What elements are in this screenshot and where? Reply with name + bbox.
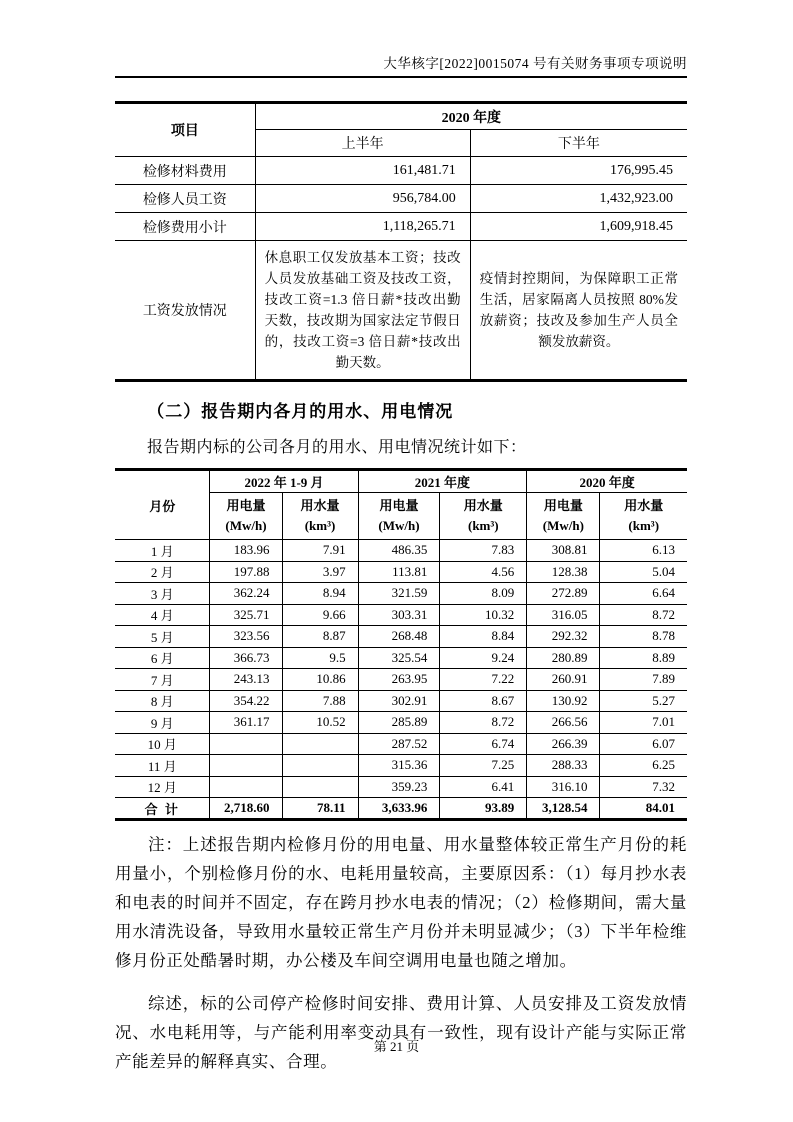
value-cell: 3.97 xyxy=(282,561,358,583)
col-header-first-half: 上半年 xyxy=(255,130,470,157)
value-cell: 7.83 xyxy=(440,540,527,562)
electricity-label: 用电量 xyxy=(379,498,419,513)
electricity-unit: (Mw/h) xyxy=(378,518,420,533)
total-value-cell: 2,718.60 xyxy=(210,798,282,820)
value-cell: 325.54 xyxy=(358,647,440,669)
col-header-water xyxy=(440,493,527,540)
value-cell xyxy=(210,733,282,755)
value-cell: 260.91 xyxy=(527,669,600,691)
table-row xyxy=(115,561,687,583)
total-value-cell: 84.01 xyxy=(600,798,687,820)
value-cell: 1,118,265.71 xyxy=(255,213,470,241)
value-cell: 292.32 xyxy=(527,626,600,648)
month-cell: 4 月 xyxy=(115,604,210,626)
value-cell: 321.59 xyxy=(358,583,440,605)
table-row-wage-policy xyxy=(115,241,687,381)
value-cell: 302.91 xyxy=(358,690,440,712)
value-cell: 4.56 xyxy=(440,561,527,583)
col-group-2020: 2020 年度 xyxy=(527,470,687,493)
electricity-label: 用电量 xyxy=(543,498,583,513)
total-value-cell: 3,128.54 xyxy=(527,798,600,820)
value-cell: 8.89 xyxy=(600,647,687,669)
value-cell: 161,481.71 xyxy=(255,157,470,185)
table-row xyxy=(115,733,687,755)
col-header-water xyxy=(282,493,358,540)
col-header-month: 月份 xyxy=(115,470,210,540)
row-label: 检修材料费用 xyxy=(115,157,255,185)
value-cell: 8.94 xyxy=(282,583,358,605)
value-cell: 486.35 xyxy=(358,540,440,562)
col-header-item: 项目 xyxy=(115,103,255,157)
table-row xyxy=(115,604,687,626)
value-cell: 10.52 xyxy=(282,712,358,734)
value-cell: 8.84 xyxy=(440,626,527,648)
month-cell: 8 月 xyxy=(115,690,210,712)
col-group-2021: 2021 年度 xyxy=(358,470,527,493)
water-label: 用水量 xyxy=(624,498,664,513)
value-cell: 10.32 xyxy=(440,604,527,626)
row-label: 检修费用小计 xyxy=(115,213,255,241)
value-cell: 1,609,918.45 xyxy=(470,213,687,241)
summary-paragraph: 综述，标的公司停产检修时间安排、费用计算、人员安排及工资发放情况、水电耗用等，与产能利用率变动具有一致性，现有设计产能与实际正常产能差异的解释真实、合理。 xyxy=(115,994,687,1071)
note-paragraph: 注：上述报告期内检修月份的用电量、用水量整体较正常生产月份的耗用量小，个别检修月份的水、电耗用量较高，主要原因系：（1）每月抄水表和电表的时间并不固定，存在跨月抄水电表的情况；（2）检修期间，需大量用水清洗设备，导致用水量较正常生产月份并未明显减少；（3）下半年检维修月份正处酷暑时期，办公楼及车间空调用电量也随之增加。 xyxy=(115,835,687,970)
value-cell: 316.05 xyxy=(527,604,600,626)
month-cell: 12 月 xyxy=(115,776,210,798)
value-cell: 176,995.45 xyxy=(470,157,687,185)
value-cell: 8.78 xyxy=(600,626,687,648)
table-row xyxy=(115,647,687,669)
value-cell: 266.56 xyxy=(527,712,600,734)
value-cell xyxy=(210,776,282,798)
month-cell: 6 月 xyxy=(115,647,210,669)
value-cell: 9.66 xyxy=(282,604,358,626)
col-group-2022: 2022 年 1-9 月 xyxy=(210,470,358,493)
wage-policy-cell: 疫情封控期间，为保障职工正常生活，居家隔离人员按照 80%发放薪资；技改及参加生产人员全额发放薪资。 xyxy=(470,241,687,381)
value-cell: 9.24 xyxy=(440,647,527,669)
water-unit: (km³) xyxy=(304,518,336,533)
table-row xyxy=(115,103,687,130)
value-cell: 8.72 xyxy=(440,712,527,734)
table-row xyxy=(115,213,687,241)
value-cell: 9.5 xyxy=(282,647,358,669)
col-header-electricity xyxy=(210,493,282,540)
wage-policy-cell: 休息职工仅发放基本工资；技改人员发放基础工资及技改工资，技改工资=1.3 倍日薪*技改出勤天数，技改期为国家法定节假日的，技改工资=3 倍日薪*技改出勤天数。 xyxy=(255,241,470,381)
table-row xyxy=(115,470,687,493)
value-cell: 8.72 xyxy=(600,604,687,626)
table-row xyxy=(115,540,687,562)
value-cell: 361.17 xyxy=(210,712,282,734)
value-cell: 7.32 xyxy=(600,776,687,798)
value-cell: 5.27 xyxy=(600,690,687,712)
document-header-text: 大华核字[2022]0015074 号有关财务事项专项说明 xyxy=(383,56,687,71)
value-cell: 308.81 xyxy=(527,540,600,562)
value-cell: 7.22 xyxy=(440,669,527,691)
value-cell: 7.88 xyxy=(282,690,358,712)
row-label: 工资发放情况 xyxy=(115,241,255,381)
value-cell: 5.04 xyxy=(600,561,687,583)
month-cell: 11 月 xyxy=(115,755,210,777)
month-cell: 9 月 xyxy=(115,712,210,734)
maintenance-cost-table xyxy=(115,101,687,382)
electricity-unit: (Mw/h) xyxy=(225,518,267,533)
value-cell xyxy=(282,755,358,777)
electricity-unit: (Mw/h) xyxy=(542,518,584,533)
intro-text: 报告期内标的公司各月的用水、用电情况统计如下： xyxy=(147,439,527,456)
value-cell: 6.74 xyxy=(440,733,527,755)
month-cell: 2 月 xyxy=(115,561,210,583)
total-label: 合 计 xyxy=(115,798,210,820)
value-cell xyxy=(282,733,358,755)
table-row xyxy=(115,626,687,648)
value-cell: 272.89 xyxy=(527,583,600,605)
total-value-cell: 3,633.96 xyxy=(358,798,440,820)
page-number: 第 21 页 xyxy=(373,1039,420,1054)
table-row xyxy=(115,776,687,798)
total-value-cell: 78.11 xyxy=(282,798,358,820)
col-header-water xyxy=(600,493,687,540)
value-cell: 288.33 xyxy=(527,755,600,777)
section-heading: （二）报告期内各月的用水、用电情况 xyxy=(147,402,454,421)
value-cell: 197.88 xyxy=(210,561,282,583)
table-row xyxy=(115,157,687,185)
value-cell: 280.89 xyxy=(527,647,600,669)
col-header-electricity xyxy=(358,493,440,540)
month-cell: 7 月 xyxy=(115,669,210,691)
table-row xyxy=(115,690,687,712)
value-cell: 359.23 xyxy=(358,776,440,798)
table-row-total xyxy=(115,798,687,820)
table-row xyxy=(115,755,687,777)
electricity-label: 用电量 xyxy=(226,498,266,513)
value-cell: 956,784.00 xyxy=(255,185,470,213)
value-cell: 113.81 xyxy=(358,561,440,583)
value-cell: 287.52 xyxy=(358,733,440,755)
col-header-second-half: 下半年 xyxy=(470,130,687,157)
value-cell: 8.87 xyxy=(282,626,358,648)
value-cell: 183.96 xyxy=(210,540,282,562)
value-cell: 7.91 xyxy=(282,540,358,562)
table-row xyxy=(115,583,687,605)
water-unit: (km³) xyxy=(628,518,660,533)
value-cell: 128.38 xyxy=(527,561,600,583)
value-cell: 366.73 xyxy=(210,647,282,669)
value-cell: 8.67 xyxy=(440,690,527,712)
col-header-year-2020: 2020 年度 xyxy=(255,103,687,130)
col-header-electricity xyxy=(527,493,600,540)
value-cell xyxy=(210,755,282,777)
value-cell: 266.39 xyxy=(527,733,600,755)
value-cell: 7.01 xyxy=(600,712,687,734)
value-cell: 303.31 xyxy=(358,604,440,626)
value-cell: 6.41 xyxy=(440,776,527,798)
row-label: 检修人员工资 xyxy=(115,185,255,213)
month-cell: 3 月 xyxy=(115,583,210,605)
value-cell xyxy=(282,776,358,798)
value-cell: 7.25 xyxy=(440,755,527,777)
value-cell: 10.86 xyxy=(282,669,358,691)
month-cell: 1 月 xyxy=(115,540,210,562)
value-cell: 362.24 xyxy=(210,583,282,605)
value-cell: 7.89 xyxy=(600,669,687,691)
table-row xyxy=(115,712,687,734)
value-cell: 130.92 xyxy=(527,690,600,712)
value-cell: 325.71 xyxy=(210,604,282,626)
table-row xyxy=(115,669,687,691)
value-cell: 268.48 xyxy=(358,626,440,648)
value-cell: 1,432,923.00 xyxy=(470,185,687,213)
value-cell: 6.64 xyxy=(600,583,687,605)
value-cell: 354.22 xyxy=(210,690,282,712)
water-label: 用水量 xyxy=(463,498,503,513)
monthly-usage-table xyxy=(115,468,687,821)
value-cell: 6.25 xyxy=(600,755,687,777)
month-cell: 5 月 xyxy=(115,626,210,648)
value-cell: 8.09 xyxy=(440,583,527,605)
water-unit: (km³) xyxy=(468,518,499,533)
value-cell: 285.89 xyxy=(358,712,440,734)
value-cell: 243.13 xyxy=(210,669,282,691)
table-row xyxy=(115,185,687,213)
value-cell: 323.56 xyxy=(210,626,282,648)
month-cell: 10 月 xyxy=(115,733,210,755)
value-cell: 316.10 xyxy=(527,776,600,798)
value-cell: 6.13 xyxy=(600,540,687,562)
water-label: 用水量 xyxy=(300,498,340,513)
value-cell: 315.36 xyxy=(358,755,440,777)
value-cell: 263.95 xyxy=(358,669,440,691)
document-header xyxy=(115,52,687,78)
value-cell: 6.07 xyxy=(600,733,687,755)
total-value-cell: 93.89 xyxy=(440,798,527,820)
